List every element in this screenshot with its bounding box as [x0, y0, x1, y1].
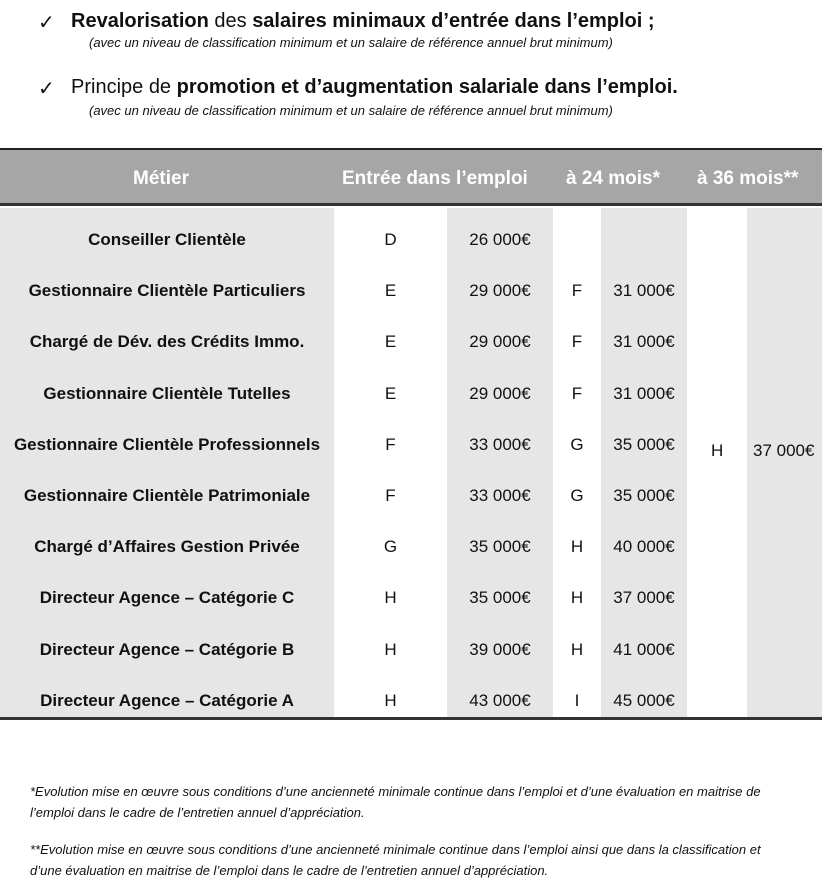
- level-24-cell: I: [574, 690, 580, 710]
- metier-cell: Directeur Agence – Catégorie A: [40, 690, 294, 710]
- salary-24-cell: 45 000€: [613, 690, 675, 710]
- metier-cell: Chargé d’Affaires Gestion Privée: [34, 537, 300, 557]
- level-24-cell: F: [571, 281, 583, 301]
- footnote-24-mois: *Evolution mise en œuvre sous conditions d’une ancienneté minimale continue dans l’emploi et d’une évaluation en maitrise de l’emploi dans le cadre de l’entretien annuel d’appréciation.: [30, 784, 761, 820]
- metier-cell: Gestionnaire Clientèle Patrimoniale: [23, 486, 311, 505]
- entry-level-cell: G: [383, 537, 398, 557]
- level-24-cell: H: [570, 537, 584, 557]
- checkmark-icon: ✓: [38, 76, 55, 100]
- table-bottom-rule: [0, 717, 822, 720]
- salary-24-cell: 31 000€: [613, 281, 675, 301]
- entry-salary-cell: 33 000€: [469, 486, 531, 505]
- level-24-cell: G: [570, 486, 584, 505]
- salary-24-cell: 40 000€: [613, 537, 675, 557]
- metier-cell: Gestionnaire Clientèle Tutelles: [43, 383, 291, 403]
- metier-cell: Directeur Agence – Catégorie C: [39, 588, 295, 608]
- entry-level-cell: H: [384, 690, 397, 710]
- salary-table: [0, 148, 822, 720]
- level-24-cell: F: [571, 383, 583, 403]
- table-row: [0, 318, 822, 369]
- entry-salary-cell: 29 000€: [469, 281, 531, 301]
- level-24-cell: H: [570, 588, 584, 608]
- entry-salary-cell: 29 000€: [469, 332, 531, 352]
- entry-level-cell: E: [384, 281, 397, 301]
- bullet-title-plain: des: [208, 10, 253, 32]
- entry-level-cell: E: [384, 383, 397, 403]
- table-row: [0, 370, 822, 421]
- entry-level-cell: F: [385, 486, 396, 505]
- table-row: [0, 677, 822, 728]
- entry-salary-cell: 33 000€: [469, 434, 531, 454]
- table-row: [0, 472, 822, 523]
- footnote-36-mois: **Evolution mise en œuvre sous conditions d’une ancienneté minimale continue dans l’emploi ainsi que dans la classification et d’une évaluation en maitrise de l’emploi dans le cadre de l’entretien annuel d’appréciation.: [30, 842, 761, 878]
- table-row: [0, 574, 822, 625]
- entry-level-cell: D: [384, 230, 397, 249]
- bullet-title-bold: promotion et d’augmentation salariale dans l’emploi.: [176, 76, 678, 98]
- salary-24-cell: 41 000€: [613, 639, 675, 659]
- entry-level-cell: H: [384, 588, 397, 608]
- level-24-cell: H: [570, 639, 584, 659]
- entry-salary-cell: 35 000€: [469, 537, 531, 557]
- bullet-subtitle: (avec un niveau de classification minimum et un salaire de référence annuel brut minimum): [89, 35, 613, 50]
- table-row: [0, 267, 822, 318]
- bullet-title: [71, 76, 678, 99]
- table-row: [0, 626, 822, 677]
- metier-cell: Gestionnaire Clientèle Professionnels: [13, 434, 321, 454]
- bullet-title-bold: Revalorisation: [71, 10, 209, 32]
- table-row: [0, 216, 822, 267]
- salary-24-cell: 31 000€: [613, 383, 675, 403]
- header-metier: Métier: [133, 168, 189, 189]
- entry-salary-cell: 43 000€: [469, 690, 531, 710]
- metier-cell: Conseiller Clientèle: [88, 230, 246, 249]
- salary-36-mois: 37 000€: [753, 441, 815, 460]
- level-36-mois: H: [711, 441, 724, 460]
- entry-salary-cell: 29 000€: [469, 383, 531, 403]
- table-row: [0, 421, 822, 472]
- bullet-subtitle: (avec un niveau de classification minimum et un salaire de référence annuel brut minimum): [89, 103, 613, 118]
- level-24-cell: G: [570, 434, 584, 454]
- entry-level-cell: H: [384, 639, 397, 659]
- salary-24-cell: 37 000€: [613, 588, 675, 608]
- checkmark-icon: ✓: [38, 10, 55, 34]
- metier-cell: Chargé de Dév. des Crédits Immo.: [29, 332, 305, 352]
- salary-24-cell: 35 000€: [613, 486, 675, 505]
- bullet-title-plain: Principe de: [71, 76, 177, 98]
- entry-level-cell: E: [384, 332, 397, 352]
- level-24-cell: F: [571, 332, 583, 352]
- metier-cell: Directeur Agence – Catégorie B: [39, 639, 295, 659]
- metier-cell: Gestionnaire Clientèle Particuliers: [28, 281, 306, 301]
- header-24-mois: à 24 mois*: [566, 168, 660, 189]
- salary-24-cell: 31 000€: [613, 332, 675, 352]
- entry-level-cell: F: [385, 434, 396, 454]
- bullet-title: [71, 10, 655, 33]
- header-36-mois: à 36 mois**: [697, 168, 799, 189]
- entry-salary-cell: 26 000€: [469, 230, 531, 249]
- table-header: [0, 148, 822, 206]
- header-entree: Entrée dans l’emploi: [342, 168, 528, 189]
- bullet-title-bold-2: salaires minimaux d’entrée dans l’emploi ;: [252, 10, 655, 32]
- salary-24-cell: 35 000€: [613, 434, 675, 454]
- entry-salary-cell: 35 000€: [469, 588, 531, 608]
- table-row: [0, 523, 822, 574]
- entry-salary-cell: 39 000€: [469, 639, 531, 659]
